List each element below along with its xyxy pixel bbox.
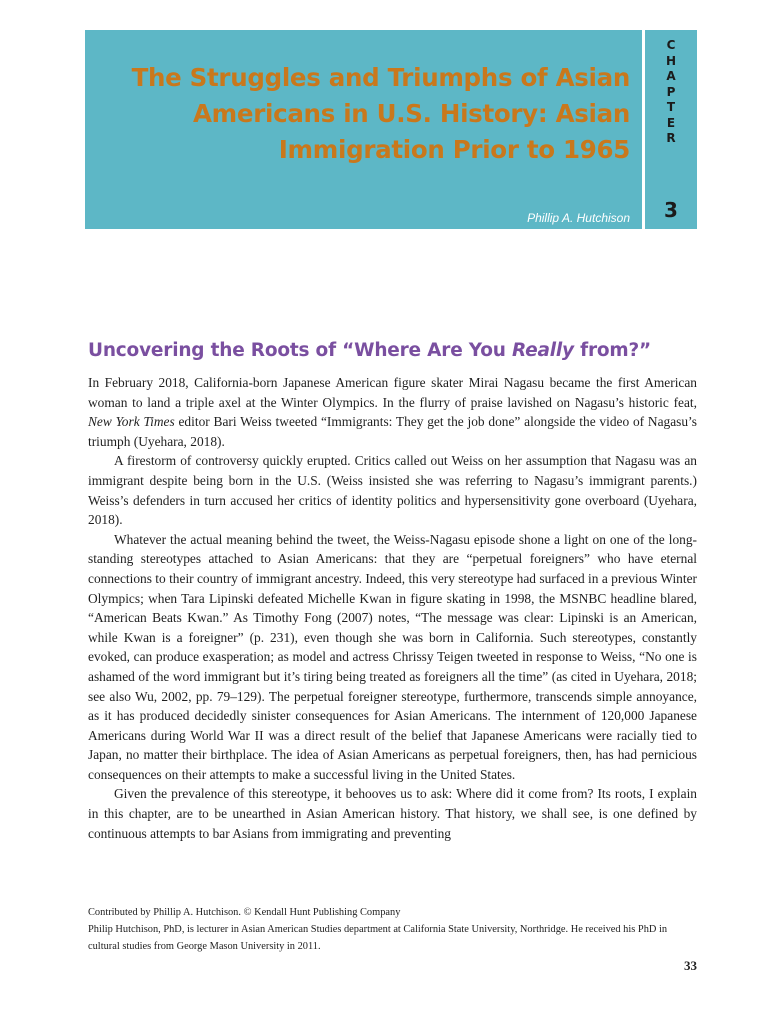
paragraph: Given the prevalence of this stereotype, it behooves us to ask: Where did it come from? Its roots, I explain in this chapter, are to be unearthed in Asian American history. That history, we shall see, is one defined by continuous attempts to bar Asians from immigrating and preventing bbox=[88, 786, 697, 841]
paragraph-text: editor Bari Weiss tweeted “Immigrants: They get the job done” alongside the video of Nagasu’s triumph (Uyehara, 2018). bbox=[88, 414, 697, 449]
chapter-title: The Struggles and Triumphs of Asian Americans in U.S. History: Asian Immigration Prior to 1965 bbox=[131, 63, 630, 164]
chapter-label-tab bbox=[645, 30, 697, 229]
chapter-author: Phillip A. Hutchison bbox=[527, 211, 630, 225]
chapter-letter: A bbox=[666, 69, 676, 83]
chapter-letter: C bbox=[666, 38, 676, 52]
chapter-letter: H bbox=[665, 53, 677, 68]
page-number: 33 bbox=[684, 958, 697, 973]
chapter-number: 3 bbox=[664, 198, 678, 222]
newspaper-title: New York Times bbox=[88, 414, 175, 430]
chapter-word bbox=[645, 38, 697, 147]
paragraph bbox=[88, 373, 697, 451]
section-heading bbox=[88, 340, 651, 361]
chapter-letter: T bbox=[666, 100, 676, 114]
chapter-title-banner bbox=[85, 30, 642, 229]
body-text bbox=[88, 373, 697, 843]
chapter-letter: E bbox=[666, 115, 676, 130]
paragraph: Whatever the actual meaning behind the tweet, the Weiss-Nagasu episode shone a light on one of the long-standing stereotypes attached to Asian Americans: that they are “perpetual foreigners” who have eternal connections to their country of immigrant ancestry. Indeed, this very stereotype had surfaced in a previous Winter Olympics; when Tara Lipinski defeated Michelle Kwan in figure skating in 1998, the MSNBC headline blared, “American Beats Kwan.” As Timothy Fong (2007) notes, “The message was clear: Lipinski is an American, while Kwan is a foreigner” (p. 231), even though she was born in California. Such stereotypes, constantly evoked, can produce exasperation; as model and actress Chrissy Teigen tweeted in response to Weiss, “No one is ashamed of the word immigrant but it’s tiring being treated as foreigners all the time” (as cited in Uyehara, 2018; see also Wu, 2002, pp. 79–129). The perpetual foreigner stereotype, furthermore, transcends simple annoyance, as it has produced decidedly sinister consequences for Asian Americans. The internment of 120,000 Japanese Americans during World War II was a direct result of the belief that Japanese Americans were racially tied to Japan, no matter their birthplace. The idea of Asian Americans as perpetual foreigners, then, has had pernicious consequences on their attempts to make a successful living in the United States. bbox=[88, 531, 697, 782]
heading-text-start: Uncovering the Roots of “Where Are You bbox=[88, 340, 512, 361]
heading-text-end: from?” bbox=[573, 340, 651, 361]
paragraph: A firestorm of controversy quickly erupted. Critics called out Weiss on her assumption that Nagasu was an immigrant despite being born in the U.S. (Weiss insisted she was referring to Nagasu’s immigrant parents.) Weiss’s defenders in turn accused her critics of identity politics and hypersensitivity gone overboard (Uyehara, 2018). bbox=[88, 453, 697, 528]
heading-emphasis: Really bbox=[512, 340, 574, 361]
footnote bbox=[88, 904, 697, 955]
chapter-letter: P bbox=[666, 84, 676, 99]
chapter-letter: R bbox=[666, 131, 676, 145]
contribution-note: Contributed by Phillip A. Hutchison. © Kendall Hunt Publishing Company bbox=[88, 907, 401, 918]
paragraph-text: In February 2018, California-born Japanese American figure skater Mirai Nagasu became the first American woman to land a triple axel at the Winter Olympics. In the flurry of praise lavished on Nagasu’s historic feat, bbox=[88, 375, 697, 410]
author-bio: Philip Hutchison, PhD, is lecturer in Asian American Studies department at California State University, Northridge. He received his PhD in cultural studies from George Mason University in 2011. bbox=[88, 924, 668, 952]
